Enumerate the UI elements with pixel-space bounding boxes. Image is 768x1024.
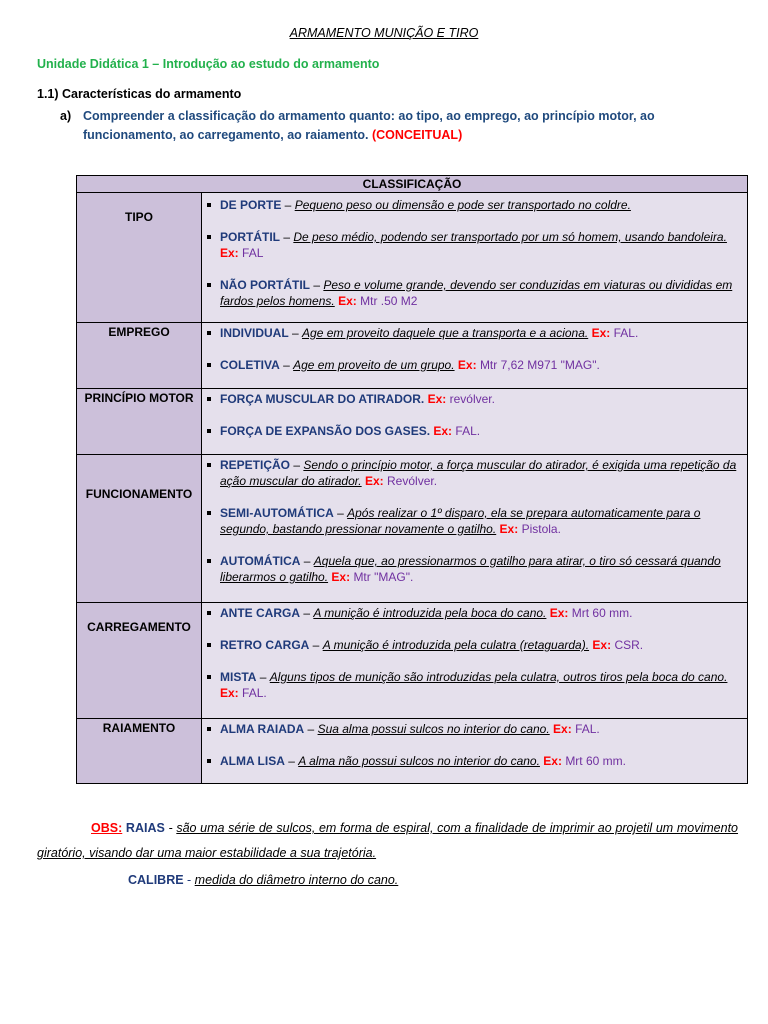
example-value: FAL. bbox=[575, 722, 600, 736]
table-row bbox=[77, 323, 748, 389]
calibre-dash: - bbox=[183, 873, 195, 887]
bullet-square-icon bbox=[207, 463, 211, 467]
item-term: REPETIÇÃO bbox=[220, 458, 291, 472]
list-item bbox=[206, 721, 741, 737]
example-label: Ex: bbox=[499, 522, 519, 536]
items-cell bbox=[202, 323, 748, 389]
bullet-square-icon bbox=[207, 203, 211, 207]
item-letter: a) bbox=[60, 109, 72, 123]
bullet-square-icon bbox=[207, 397, 211, 401]
table-row bbox=[77, 603, 748, 719]
example-label: Ex: bbox=[220, 686, 239, 700]
item-term: ANTE CARGA bbox=[220, 606, 300, 620]
category-label: FUNCIONAMENTO bbox=[85, 487, 193, 501]
items-cell bbox=[202, 193, 748, 323]
example-value: FAL. bbox=[242, 686, 267, 700]
obs-text: são uma série de sulcos, em forma de espiral, com a finalidade de imprimir ao projetil um movimento giratório, visando dar uma maior estabilidade a sua trajetória. bbox=[37, 821, 739, 860]
item-separator: – bbox=[256, 670, 270, 684]
example-value: FAL. bbox=[613, 326, 639, 340]
list-item bbox=[206, 423, 741, 439]
item-description: Após realizar o 1º disparo, ela se prepara automaticamente para o segundo, bastando pressionar novamente o gatilho. bbox=[220, 506, 701, 536]
category-cell bbox=[77, 603, 202, 719]
example-value: Mtr "MAG". bbox=[353, 570, 414, 584]
bullet-list bbox=[206, 721, 741, 769]
bullet-square-icon bbox=[207, 675, 211, 679]
obs-label: OBS: bbox=[91, 821, 123, 835]
list-item bbox=[206, 357, 741, 373]
bullet-list bbox=[206, 197, 741, 309]
objective-tag: (CONCEITUAL) bbox=[371, 128, 463, 142]
table-row bbox=[77, 389, 748, 455]
example-value: Revólver. bbox=[387, 474, 438, 488]
example-label: Ex: bbox=[364, 474, 384, 488]
example-label: Ex: bbox=[553, 722, 572, 736]
example-value: Mrt 60 mm. bbox=[571, 606, 633, 620]
example-value: Pistola. bbox=[521, 522, 561, 536]
classification-table bbox=[76, 175, 748, 784]
bullet-square-icon bbox=[207, 643, 211, 647]
category-label: CARREGAMENTO bbox=[87, 620, 191, 634]
item-description: A alma não possui sulcos no interior do cano. bbox=[298, 754, 540, 768]
list-item bbox=[206, 229, 741, 261]
item-term: FORÇA MUSCULAR DO ATIRADOR. bbox=[220, 392, 425, 406]
obs-term: RAIAS bbox=[125, 821, 165, 835]
item-term: ALMA RAIADA bbox=[220, 722, 305, 736]
bullet-square-icon bbox=[207, 727, 211, 731]
item-term: AUTOMÁTICA bbox=[220, 554, 301, 568]
category-cell bbox=[77, 455, 202, 603]
item-separator: – bbox=[310, 278, 324, 292]
list-item bbox=[206, 753, 741, 769]
item-description: De peso médio, podendo ser transportado por um só homem, usando bandoleira. bbox=[293, 230, 727, 244]
item-term: PORTÁTIL bbox=[220, 230, 280, 244]
items-cell bbox=[202, 719, 748, 784]
item-description: A munição é introduzida pela boca do cano. bbox=[313, 606, 547, 620]
item-separator: – bbox=[300, 606, 314, 620]
example-value: Mrt 60 mm. bbox=[565, 754, 626, 768]
item-separator: – bbox=[288, 326, 303, 340]
list-item bbox=[206, 637, 741, 653]
item-separator: – bbox=[279, 358, 294, 372]
bullet-square-icon bbox=[207, 363, 211, 367]
item-description: A munição é introduzida pela culatra (retaguarda). bbox=[322, 638, 590, 652]
item-separator: – bbox=[290, 458, 304, 472]
item-separator: – bbox=[309, 638, 323, 652]
objective-item-a bbox=[60, 107, 680, 145]
category-label: TIPO bbox=[124, 210, 153, 224]
item-term: DE PORTE bbox=[220, 198, 282, 212]
list-item bbox=[206, 505, 741, 537]
example-label: Ex: bbox=[591, 326, 611, 340]
item-term: ALMA LISA bbox=[220, 754, 285, 768]
bullet-square-icon bbox=[207, 511, 211, 515]
bullet-square-icon bbox=[207, 759, 211, 763]
bullet-list bbox=[206, 457, 741, 585]
example-value: Mtr .50 M2 bbox=[360, 294, 418, 308]
bullet-list bbox=[206, 605, 741, 701]
item-term: SEMI-AUTOMÁTICA bbox=[220, 506, 334, 520]
item-description: Aquela que, ao pressionarmos o gatilho para atirar, o tiro só cessará quando liberarmos o gatilho. bbox=[220, 554, 721, 584]
category-label: RAIAMENTO bbox=[102, 721, 176, 735]
list-item bbox=[206, 605, 741, 621]
bullet-square-icon bbox=[207, 429, 211, 433]
list-item bbox=[206, 197, 741, 213]
example-label: Ex: bbox=[433, 424, 453, 438]
calibre-term: CALIBRE bbox=[128, 873, 184, 887]
objective-text bbox=[83, 107, 680, 145]
table-row bbox=[77, 719, 748, 784]
item-description: Alguns tipos de munição são introduzidas pela culatra, outros tiros pela boca do cano. bbox=[269, 670, 728, 684]
item-separator: – bbox=[284, 754, 299, 768]
category-cell bbox=[77, 323, 202, 389]
section-heading: 1.1) Características do armamento bbox=[37, 87, 242, 101]
category-cell bbox=[77, 719, 202, 784]
item-separator: – bbox=[304, 722, 318, 736]
item-separator: – bbox=[333, 506, 348, 520]
category-label: EMPREGO bbox=[108, 325, 170, 339]
bullet-square-icon bbox=[207, 559, 211, 563]
example-label: Ex: bbox=[549, 606, 569, 620]
example-value: Mtr 7,62 M971 "MAG". bbox=[479, 358, 600, 372]
obs-dash: - bbox=[164, 821, 177, 835]
table-row bbox=[77, 193, 748, 323]
example-label: Ex: bbox=[220, 246, 239, 260]
category-cell bbox=[77, 193, 202, 323]
example-label: Ex: bbox=[592, 638, 612, 652]
objective-description: Compreender a classificação do armamento quanto: ao tipo, ao emprego, ao princípio motor, ao funcionamento, ao carregamento, ao raiamento. bbox=[83, 109, 655, 142]
item-term: FORÇA DE EXPANSÃO DOS GASES. bbox=[220, 424, 431, 438]
list-item bbox=[206, 277, 741, 309]
item-term: MISTA bbox=[220, 670, 257, 684]
item-term: COLETIVA bbox=[220, 358, 280, 372]
example-value: CSR. bbox=[614, 638, 644, 652]
item-separator: – bbox=[281, 198, 295, 212]
item-description: Peso e volume grande, devendo ser conduzidas em viaturas ou divididas em fardos pelos homens. bbox=[220, 278, 733, 308]
bullet-square-icon bbox=[207, 235, 211, 239]
list-item bbox=[206, 553, 741, 585]
bullet-list bbox=[206, 391, 741, 439]
example-label: Ex: bbox=[427, 392, 447, 406]
bullet-list bbox=[206, 325, 741, 373]
items-cell bbox=[202, 455, 748, 603]
item-separator: – bbox=[300, 554, 314, 568]
item-description: Sua alma possui sulcos no interior do cano. bbox=[317, 722, 550, 736]
item-description: Age em proveito daquele que a transporta e a aciona. bbox=[302, 326, 589, 340]
list-item bbox=[206, 669, 741, 701]
table-row bbox=[77, 455, 748, 603]
calibre-line bbox=[128, 873, 398, 887]
item-term: RETRO CARGA bbox=[220, 638, 310, 652]
item-term: NÃO PORTÁTIL bbox=[220, 278, 310, 292]
category-cell bbox=[77, 389, 202, 455]
items-cell bbox=[202, 603, 748, 719]
list-item bbox=[206, 457, 741, 489]
example-label: Ex: bbox=[543, 754, 562, 768]
example-label: Ex: bbox=[338, 294, 357, 308]
items-cell bbox=[202, 389, 748, 455]
example-value: FAL bbox=[242, 246, 264, 260]
unit-heading: Unidade Didática 1 – Introdução ao estudo do armamento bbox=[37, 57, 380, 71]
item-term: INDIVIDUAL bbox=[220, 326, 289, 340]
item-description: Age em proveito de um grupo. bbox=[293, 358, 455, 372]
bullet-square-icon bbox=[207, 611, 211, 615]
example-value: FAL. bbox=[455, 424, 481, 438]
bullet-square-icon bbox=[207, 283, 211, 287]
bullet-square-icon bbox=[207, 331, 211, 335]
list-item bbox=[206, 391, 741, 407]
example-label: Ex: bbox=[457, 358, 477, 372]
example-value: revólver. bbox=[449, 392, 495, 406]
list-item bbox=[206, 325, 741, 341]
item-separator: – bbox=[280, 230, 294, 244]
item-description: Pequeno peso ou dimensão e pode ser transportado no coldre. bbox=[294, 198, 631, 212]
item-description: Sendo o princípio motor, a força muscular do atirador, é exigida uma repetição da ação muscular do atirador. bbox=[220, 458, 737, 488]
table-header: CLASSIFICAÇÃO bbox=[77, 176, 748, 193]
document-title: ARMAMENTO MUNIÇÃO E TIRO bbox=[289, 26, 479, 40]
obs-paragraph bbox=[37, 816, 738, 866]
category-label: PRINCÍPIO MOTOR bbox=[84, 391, 194, 405]
calibre-text: medida do diâmetro interno do cano. bbox=[194, 873, 399, 887]
example-label: Ex: bbox=[331, 570, 351, 584]
